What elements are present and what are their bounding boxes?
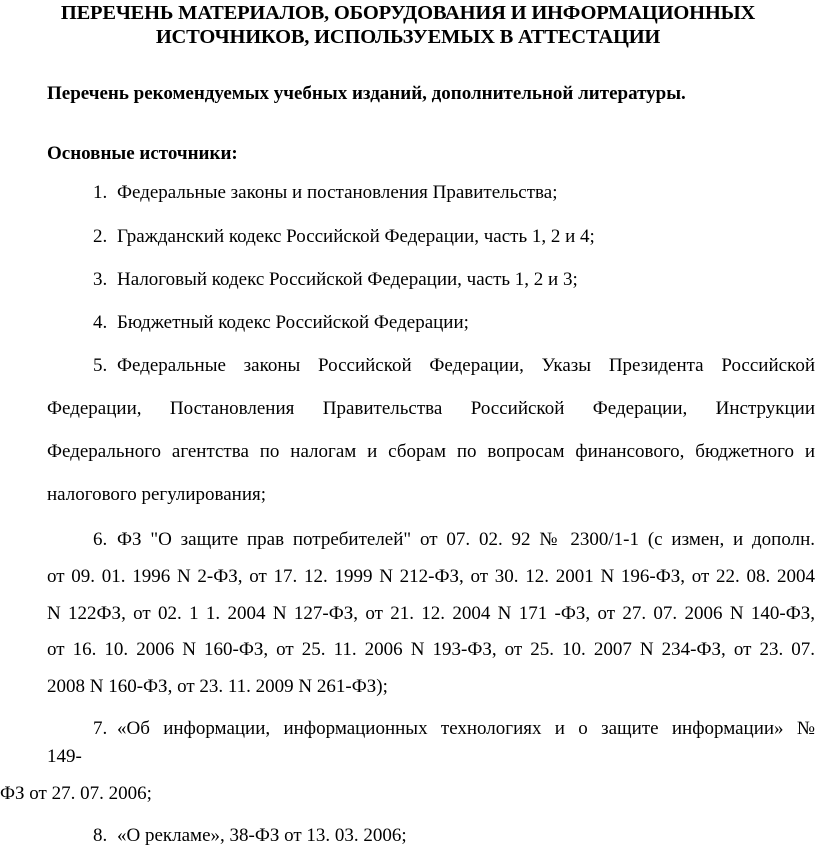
list-item-number: 8. <box>93 825 108 846</box>
list-item-number: 4. <box>93 312 108 333</box>
list-item-text-line: от 16. 10. 2006 N 160-ФЗ, от 25. 11. 2006 N 193-ФЗ, от 25. 10. 2007 N 234-ФЗ, от 23. 07. <box>47 639 815 660</box>
list-item-number: 2. <box>93 226 108 247</box>
list-item-text: Бюджетный кодекс Российской Федерации; <box>117 312 469 333</box>
document-title-line-1: ПЕРЕЧЕНЬ МАТЕРИАЛОВ, ОБОРУДОВАНИЯ И ИНФОРМАЦИОННЫХ <box>60 2 756 24</box>
document-title-line-2: ИСТОЧНИКОВ, ИСПОЛЬЗУЕМЫХ В АТТЕСТАЦИИ <box>155 26 661 48</box>
list-item-text-line: N 122ФЗ, от 02. 1 1. 2004 N 127-ФЗ, от 21. 12. 2004 N 171 -ФЗ, от 27. 07. 2006 N 140-ФЗ, <box>47 603 815 624</box>
list-item-6 <box>93 527 815 553</box>
list-item-number: 7. <box>93 718 108 739</box>
list-item-text-line: Федерации, Постановления Правительства Российской Федерации, Инструкции <box>47 398 815 419</box>
list-item-text: «О рекламе», 38-ФЗ от 13. 03. 2006; <box>117 825 407 846</box>
list-item-text-line: от 09. 01. 1996 N 2-ФЗ, от 17. 12. 1999 N 212-ФЗ, от 30. 12. 2001 N 196-ФЗ, от 22. 08. 2004 <box>47 566 815 587</box>
list-item-1 <box>93 180 557 206</box>
list-item-7 <box>93 716 815 742</box>
list-item-text: Налоговый кодекс Российской Федерации, часть 1, 2 и 3; <box>117 269 578 290</box>
list-item-number: 5. <box>93 355 108 376</box>
list-item-number: 1. <box>93 182 108 203</box>
list-item-2 <box>93 224 595 250</box>
list-item-text-line: «Об информации, информационных технологиях и о защите информации» № <box>117 718 815 739</box>
list-item-text: Федеральные законы и постановления Правительства; <box>117 182 558 203</box>
list-item-number: 3. <box>93 269 108 290</box>
list-item-5 <box>93 353 815 379</box>
list-item-number: 6. <box>93 529 108 550</box>
list-item-3 <box>93 267 578 293</box>
list-item-4 <box>93 310 469 336</box>
list-item-text-line: ФЗ "О защите прав потребителей" от 07. 02. 92 № 2300/1-1 (с измен, и дополн. <box>117 529 815 550</box>
list-item-text-line: Федеральные законы Российской Федерации, Указы Президента Российской <box>117 355 815 376</box>
list-item-text-line: 2008 N 160-ФЗ, от 23. 11. 2009 N 261-ФЗ); <box>47 676 388 697</box>
list-item-text-line: 149- <box>47 746 82 767</box>
list-item-text-line: ФЗ от 27. 07. 2006; <box>0 783 152 804</box>
section-heading: Основные источники: <box>47 143 238 164</box>
list-item-text: Гражданский кодекс Российской Федерации, часть 1, 2 и 4; <box>117 226 595 247</box>
list-item-8 <box>93 823 407 849</box>
list-item-text-line: налогового регулирования; <box>47 484 267 505</box>
list-item-text-line: Федерального агентства по налогам и сборам по вопросам финансового, бюджетного и <box>47 441 815 462</box>
subtitle: Перечень рекомендуемых учебных изданий, дополнительной литературы. <box>47 83 686 104</box>
